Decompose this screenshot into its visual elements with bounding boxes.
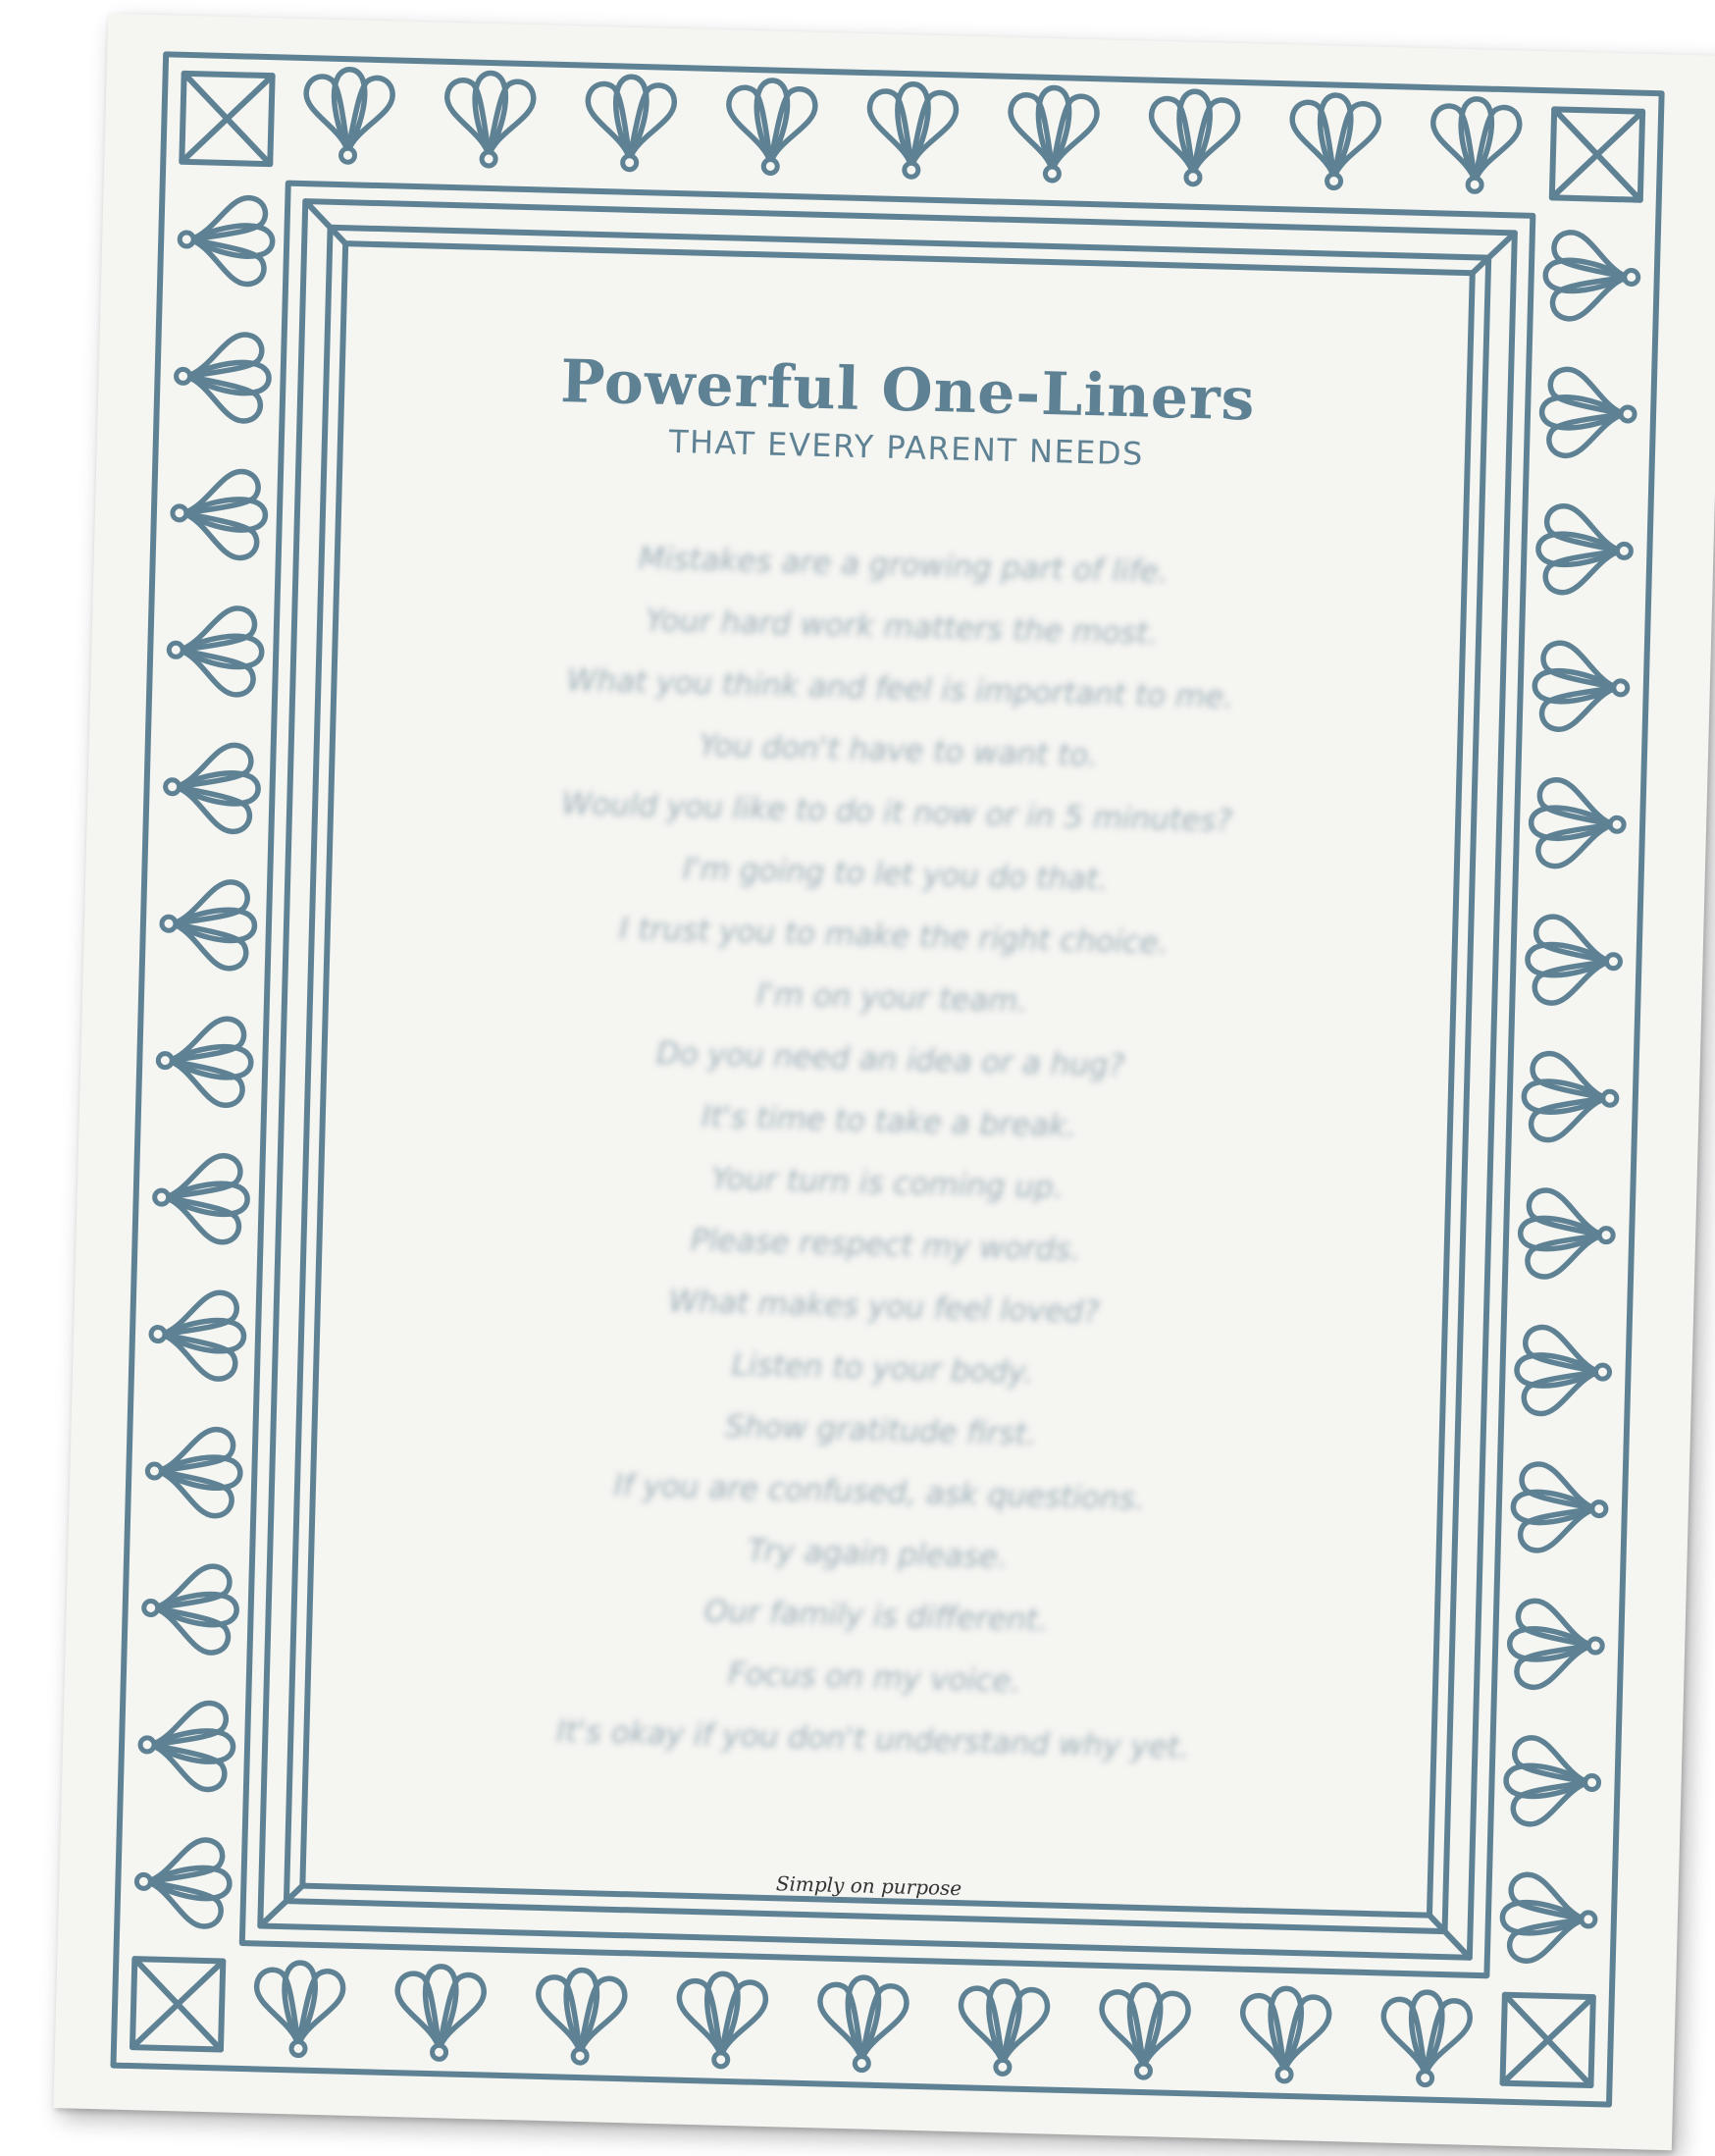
petal-knot xyxy=(291,2041,305,2055)
scallop-flower-icon xyxy=(1150,90,1238,185)
petal-knot xyxy=(763,159,777,173)
petal-knot xyxy=(482,152,495,166)
scallop-flower-icon xyxy=(172,470,267,558)
petal-shape xyxy=(1525,1327,1600,1372)
petal-shape xyxy=(168,1061,243,1106)
petal-shape xyxy=(1284,1996,1329,2072)
scallop-flower-icon xyxy=(1381,1991,1470,2086)
scallop-flower-icon xyxy=(1520,1189,1615,1278)
petal-knot xyxy=(1585,1775,1598,1789)
petal-knot xyxy=(432,2045,445,2059)
scallop-flower-icon xyxy=(1544,232,1639,320)
scallop-flower-icon xyxy=(157,1017,252,1105)
petal-knot xyxy=(1592,1501,1606,1515)
petal-shape xyxy=(165,1197,240,1242)
one-liner-item: It's okay if you don't understand why yet. xyxy=(555,1713,1190,1766)
petal-shape xyxy=(770,88,815,164)
petal-shape xyxy=(1475,107,1520,183)
petal-knot xyxy=(855,2056,868,2070)
petal-knot xyxy=(151,1327,165,1341)
scallop-flower-icon xyxy=(1512,1463,1607,1551)
scallop-flower-icon xyxy=(727,79,815,175)
scallop-flower-icon xyxy=(175,333,270,421)
petal-shape xyxy=(182,513,258,558)
scallop-flower-icon xyxy=(678,1972,766,2068)
petal-knot xyxy=(1599,1228,1613,1241)
one-liner-item: Your turn is coming up. xyxy=(710,1161,1064,1206)
one-liner-item: Would you like to do it now or in 5 minutes? xyxy=(561,786,1233,840)
petal-shape xyxy=(1535,917,1611,962)
petal-knot xyxy=(1468,178,1481,191)
scallop-flower-icon xyxy=(1009,86,1097,182)
sheet-content xyxy=(318,343,1463,1901)
petal-knot xyxy=(1614,681,1628,695)
printable-sheet xyxy=(53,14,1715,2150)
scallop-flower-icon xyxy=(537,1969,625,2064)
one-liner-item: Please respect my words. xyxy=(690,1222,1081,1269)
one-liner-item: Focus on my voice. xyxy=(727,1656,1021,1700)
petal-shape xyxy=(1334,103,1379,179)
petal-shape xyxy=(146,1881,222,1926)
one-liner-item: I'm going to let you do that. xyxy=(682,851,1109,898)
petal-shape xyxy=(630,84,675,160)
one-liner-item: Do you need an idea or a hug? xyxy=(655,1035,1125,1084)
petal-shape xyxy=(440,1974,485,2050)
petal-shape xyxy=(1529,1190,1604,1236)
scallop-flower-icon xyxy=(179,196,274,285)
petal-shape xyxy=(172,923,247,969)
petal-shape xyxy=(489,80,534,156)
petal-knot xyxy=(136,1874,150,1888)
petal-knot xyxy=(1582,1913,1595,1926)
scallop-flower-icon xyxy=(255,1962,343,2057)
petal-shape xyxy=(348,78,393,153)
petal-knot xyxy=(1606,955,1620,969)
petal-shape xyxy=(1053,96,1098,172)
scallop-flower-icon xyxy=(868,83,957,179)
scallop-flower-icon xyxy=(168,606,263,695)
petal-knot xyxy=(140,1738,154,1752)
one-liner-item: I'm on your team. xyxy=(755,976,1028,1020)
one-liner-item: What makes you feel loved? xyxy=(668,1284,1100,1331)
one-liner-item: What you think and feel is important to me. xyxy=(566,662,1234,716)
scallop-flower-icon xyxy=(1530,779,1625,868)
one-liner-item: Mistakes are a growing part of life. xyxy=(638,541,1169,591)
one-liner-item: Try again please. xyxy=(747,1533,1009,1576)
petal-knot xyxy=(154,1190,168,1204)
petal-shape xyxy=(1546,505,1622,551)
petal-shape xyxy=(1532,1053,1607,1098)
scallop-flower-icon xyxy=(1537,505,1633,594)
petal-knot xyxy=(1625,270,1638,284)
scallop-flower-icon xyxy=(1431,98,1520,193)
petal-shape xyxy=(175,787,250,832)
petal-knot xyxy=(714,2053,728,2067)
petal-shape xyxy=(1539,779,1615,824)
petal-knot xyxy=(162,917,176,930)
scallop-flower-icon xyxy=(1516,1327,1611,1415)
petal-shape xyxy=(1518,1601,1593,1646)
petal-shape xyxy=(580,1978,625,2054)
petal-knot xyxy=(165,780,179,794)
petal-shape xyxy=(1550,369,1626,414)
scallop-flower-icon xyxy=(445,72,534,167)
scallop-flower-icon xyxy=(1540,369,1636,457)
petal-knot xyxy=(1045,167,1059,181)
petal-knot xyxy=(1595,1365,1609,1379)
scallop-flower-icon xyxy=(1523,1053,1618,1141)
petal-knot xyxy=(573,2049,587,2063)
petal-knot xyxy=(1610,817,1624,831)
petal-knot xyxy=(996,2060,1010,2074)
bevel-line xyxy=(1473,232,1515,274)
one-liner-item: Our family is different. xyxy=(703,1594,1049,1639)
scallop-flower-icon xyxy=(139,1702,234,1790)
petal-knot xyxy=(158,1053,172,1067)
scallop-flower-icon xyxy=(395,1966,484,2061)
scallop-flower-icon xyxy=(161,880,256,969)
petal-knot xyxy=(1277,2068,1291,2081)
one-liner-item: Your hard work matters the most. xyxy=(645,603,1159,652)
petal-shape xyxy=(1510,1874,1585,1919)
petal-shape xyxy=(1542,643,1618,688)
scallop-flower-icon xyxy=(143,1564,238,1653)
petal-knot xyxy=(1621,407,1635,421)
petal-knot xyxy=(180,233,193,246)
petal-knot xyxy=(173,506,186,520)
petal-knot xyxy=(144,1601,158,1614)
petal-shape xyxy=(721,1981,766,2057)
petal-shape xyxy=(189,239,265,285)
petal-shape xyxy=(157,1471,233,1516)
petal-shape xyxy=(298,1971,343,2046)
one-liner-item: It's time to take a break. xyxy=(701,1098,1077,1144)
scallop-flower-icon xyxy=(1509,1601,1604,1689)
scallop-flower-icon xyxy=(1505,1737,1600,1825)
scallop-flower-icon xyxy=(304,69,392,164)
petal-shape xyxy=(179,650,254,695)
petal-knot xyxy=(1617,544,1631,557)
scallop-flower-icon xyxy=(1100,1983,1188,2078)
brand-signature: Simply on purpose xyxy=(775,1871,962,1901)
petal-shape xyxy=(1521,1464,1596,1509)
scallop-flower-icon xyxy=(960,1980,1048,2076)
scallop-flower-icon xyxy=(1241,1987,1329,2082)
petal-knot xyxy=(622,156,636,170)
scallop-flower-icon xyxy=(1501,1874,1596,1963)
petal-shape xyxy=(150,1745,226,1790)
petal-shape xyxy=(861,1985,907,2061)
bevel-line xyxy=(304,201,346,243)
petal-knot xyxy=(176,369,189,383)
page-subtitle: THAT EVERY PARENT NEEDS xyxy=(668,422,1145,473)
scallop-flower-icon xyxy=(1527,916,1622,1004)
petal-shape xyxy=(154,1608,230,1654)
petal-shape xyxy=(911,92,957,168)
one-liners-list xyxy=(318,520,1459,1785)
scallop-flower-icon xyxy=(818,1976,907,2072)
scallop-flower-icon xyxy=(146,1428,241,1516)
petal-knot xyxy=(1326,174,1340,187)
petal-shape xyxy=(161,1335,236,1380)
scallop-flower-icon xyxy=(164,744,259,832)
petal-knot xyxy=(905,163,918,177)
bevel-line xyxy=(260,1885,302,1927)
scallop-flower-icon xyxy=(1290,94,1378,189)
petal-shape xyxy=(1553,232,1629,277)
one-liner-item: Listen to your body. xyxy=(731,1346,1034,1391)
one-liner-item: Show gratitude first. xyxy=(724,1408,1037,1453)
petal-shape xyxy=(1514,1737,1589,1782)
bevel-line xyxy=(1429,1916,1471,1958)
petal-knot xyxy=(340,148,354,162)
one-liner-item: If you are confused, ask questions. xyxy=(613,1467,1145,1517)
scallop-flower-icon xyxy=(135,1838,231,1926)
scallop-flower-icon xyxy=(150,1290,245,1379)
scallop-flower-icon xyxy=(587,76,675,171)
petal-knot xyxy=(169,643,182,657)
page-title: Powerful One-Liners xyxy=(559,346,1257,435)
petal-shape xyxy=(185,376,261,421)
petal-shape xyxy=(1144,1993,1189,2069)
one-liner-item: I trust you to make the right choice. xyxy=(618,911,1169,962)
scallop-flower-icon xyxy=(1533,643,1629,731)
petal-knot xyxy=(1603,1091,1617,1105)
petal-shape xyxy=(1003,1989,1048,2065)
petal-shape xyxy=(1426,2000,1471,2076)
petal-knot xyxy=(1418,2071,1431,2084)
one-liner-item: You don't have to want to. xyxy=(699,727,1099,774)
petal-knot xyxy=(1588,1639,1602,1653)
petal-shape xyxy=(1193,99,1238,175)
petal-knot xyxy=(147,1464,161,1478)
scallop-flower-icon xyxy=(154,1154,249,1242)
petal-knot xyxy=(1186,171,1200,184)
petal-knot xyxy=(1136,2064,1150,2077)
